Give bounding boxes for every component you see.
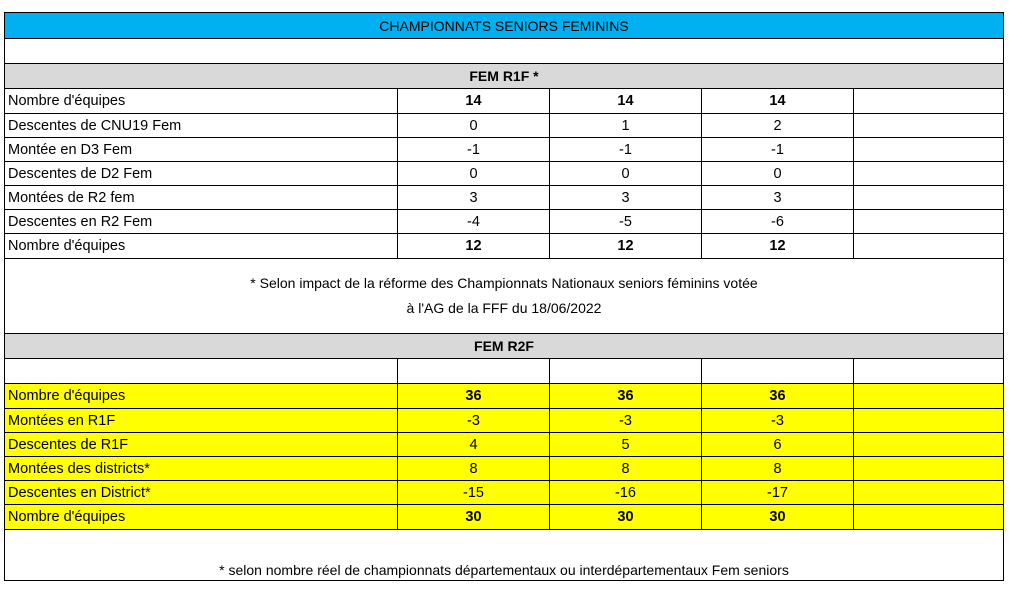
section-header-r1f xyxy=(5,64,1003,89)
value-cell: 36 xyxy=(550,384,702,408)
value-cell: 30 xyxy=(702,505,854,529)
value-cell: -1 xyxy=(550,138,702,161)
value-cell: 14 xyxy=(398,89,550,113)
value-cell: 0 xyxy=(702,162,854,185)
row-label: Nombre d'équipes xyxy=(5,505,398,529)
table-row xyxy=(5,114,1003,138)
section-header-r2f xyxy=(5,334,1003,359)
section-header-r1f-text: FEM R1F * xyxy=(469,68,539,84)
value-cell: -16 xyxy=(550,481,702,504)
empty-cell xyxy=(854,505,1003,529)
empty-cell xyxy=(854,234,1003,258)
empty-cell xyxy=(854,457,1003,480)
row-label: Descentes en District* xyxy=(5,481,398,504)
empty-cell xyxy=(854,384,1003,408)
row-label: Nombre d'équipes xyxy=(5,234,398,258)
sheet-title xyxy=(5,13,1003,39)
row-label: Montées en R1F xyxy=(5,409,398,432)
value-cell: 8 xyxy=(398,457,550,480)
value-cell: -4 xyxy=(398,210,550,233)
table-row xyxy=(5,210,1003,234)
table-row xyxy=(5,234,1003,259)
value-cell: -5 xyxy=(550,210,702,233)
blank-row xyxy=(5,359,1003,384)
value-cell: 0 xyxy=(398,114,550,137)
row-label: Montée en D3 Fem xyxy=(5,138,398,161)
row-label: Nombre d'équipes xyxy=(5,89,398,113)
row-label: Descentes en R2 Fem xyxy=(5,210,398,233)
value-cell: -17 xyxy=(702,481,854,504)
row-label: Descentes de D2 Fem xyxy=(5,162,398,185)
value-cell: 3 xyxy=(702,186,854,209)
sheet-title-text: CHAMPIONNATS SENIORS FEMININS xyxy=(379,17,629,34)
table-row xyxy=(5,162,1003,186)
value-cell: 8 xyxy=(550,457,702,480)
value-cell: 30 xyxy=(398,505,550,529)
value-cell: 2 xyxy=(702,114,854,137)
value-cell: 5 xyxy=(550,433,702,456)
row-label: Montées des districts* xyxy=(5,457,398,480)
value-cell: 3 xyxy=(550,186,702,209)
value-cell: -1 xyxy=(702,138,854,161)
value-cell: 3 xyxy=(398,186,550,209)
value-cell: 8 xyxy=(702,457,854,480)
value-cell: 12 xyxy=(550,234,702,258)
empty-cell xyxy=(702,359,854,383)
r1f-note-line-2: à l'AG de la FFF du 18/06/2022 xyxy=(406,300,602,316)
value-cell: 14 xyxy=(702,89,854,113)
table-row xyxy=(5,138,1003,162)
row-label: Montées de R2 fem xyxy=(5,186,398,209)
empty-cell xyxy=(550,359,702,383)
table-row xyxy=(5,481,1003,505)
empty-cell xyxy=(854,359,1003,383)
value-cell: -3 xyxy=(550,409,702,432)
blank-row xyxy=(5,39,1003,64)
empty-cell xyxy=(854,162,1003,185)
value-cell: 30 xyxy=(550,505,702,529)
r2f-footnote xyxy=(5,530,1003,580)
value-cell: 14 xyxy=(550,89,702,113)
row-label: Descentes de R1F xyxy=(5,433,398,456)
section-header-r2f-text: FEM R2F xyxy=(474,338,534,354)
table-row xyxy=(5,89,1003,114)
empty-cell xyxy=(854,433,1003,456)
value-cell: 0 xyxy=(398,162,550,185)
table-row xyxy=(5,384,1003,409)
empty-cell xyxy=(854,210,1003,233)
value-cell: 36 xyxy=(702,384,854,408)
empty-cell xyxy=(398,359,550,383)
row-label: Nombre d'équipes xyxy=(5,384,398,408)
table-row xyxy=(5,505,1003,530)
empty-cell xyxy=(854,481,1003,504)
value-cell: 12 xyxy=(398,234,550,258)
value-cell: -6 xyxy=(702,210,854,233)
r1f-note-line-1: * Selon impact de la réforme des Championnats Nationaux seniors féminins votée xyxy=(250,275,758,291)
row-label: Descentes de CNU19 Fem xyxy=(5,114,398,137)
value-cell: 1 xyxy=(550,114,702,137)
empty-cell xyxy=(854,186,1003,209)
value-cell: -3 xyxy=(702,409,854,432)
table-row xyxy=(5,457,1003,481)
value-cell: 12 xyxy=(702,234,854,258)
empty-cell xyxy=(5,359,398,383)
r1f-note xyxy=(5,259,1003,334)
table-row xyxy=(5,433,1003,457)
empty-cell xyxy=(854,89,1003,113)
value-cell: -3 xyxy=(398,409,550,432)
value-cell: 4 xyxy=(398,433,550,456)
r2f-footnote-text: * selon nombre réel de championnats départementaux ou interdépartementaux Fem seniors xyxy=(219,562,789,578)
championship-sheet xyxy=(4,12,1004,581)
empty-cell xyxy=(854,409,1003,432)
empty-cell xyxy=(854,114,1003,137)
value-cell: 6 xyxy=(702,433,854,456)
table-row xyxy=(5,186,1003,210)
value-cell: 36 xyxy=(398,384,550,408)
value-cell: -15 xyxy=(398,481,550,504)
value-cell: 0 xyxy=(550,162,702,185)
value-cell: -1 xyxy=(398,138,550,161)
empty-cell xyxy=(854,138,1003,161)
table-row xyxy=(5,409,1003,433)
